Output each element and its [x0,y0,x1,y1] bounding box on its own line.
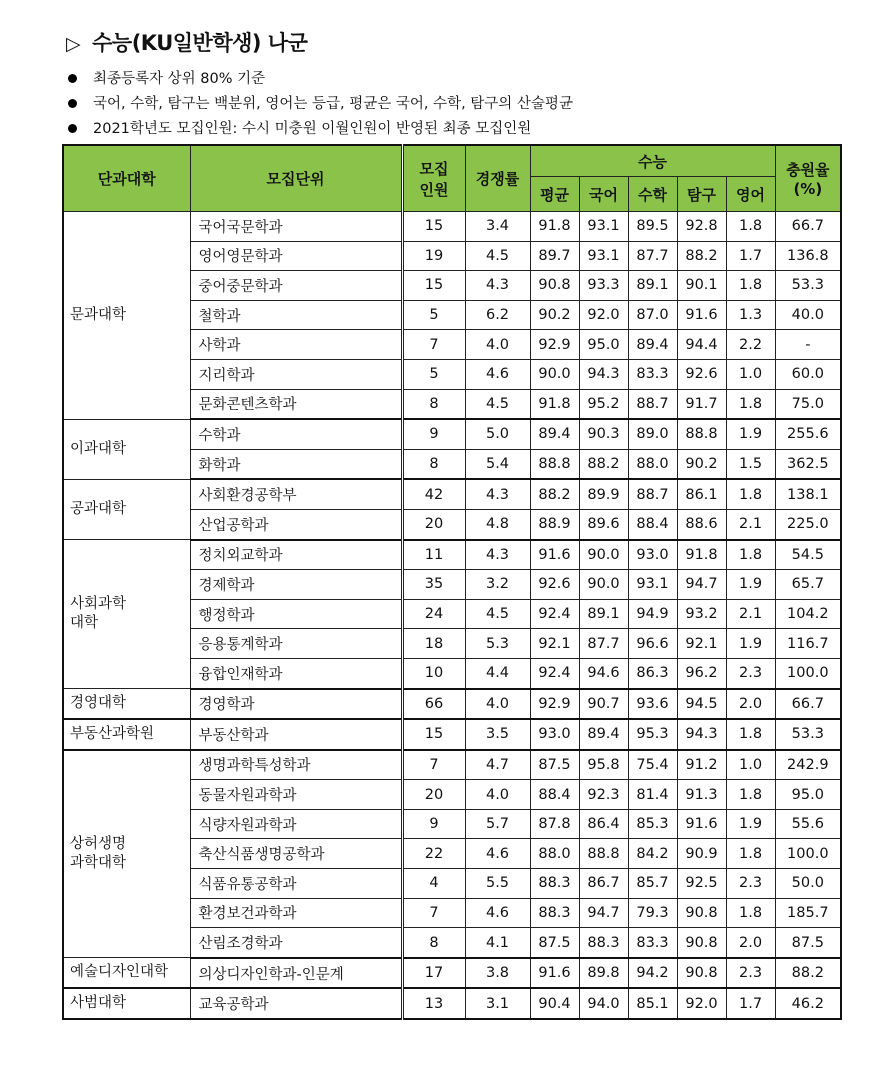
math-cell: 93.0 [628,540,677,570]
english-cell: 1.8 [726,479,775,509]
math-cell: 96.6 [628,629,677,659]
avg-cell: 88.0 [530,839,579,869]
avg-cell: 88.2 [530,479,579,509]
avg-cell: 88.3 [530,898,579,928]
table-row [63,540,841,570]
inquiry-cell: 91.6 [677,809,726,839]
competition-cell: 4.3 [465,271,530,301]
inquiry-cell: 94.5 [677,689,726,720]
english-cell: 1.3 [726,300,775,330]
fill-rate-cell: 66.7 [775,212,841,242]
header-english: 영어 [726,177,775,212]
korean-cell: 87.7 [579,629,628,659]
competition-cell: 3.1 [465,988,530,1019]
unit-cell: 영어영문학과 [190,241,402,271]
english-cell: 1.7 [726,988,775,1019]
english-cell: 2.3 [726,658,775,688]
fill-rate-cell: 100.0 [775,658,841,688]
english-cell: 1.0 [726,359,775,389]
english-cell: 2.3 [726,869,775,899]
header-competition: 경쟁률 [465,145,530,212]
college-cell: 부동산과학원 [63,719,190,750]
unit-cell: 사학과 [190,330,402,360]
table-row [63,750,841,780]
header-quota: 모집 인원 [402,145,465,212]
unit-cell: 교육공학과 [190,988,402,1019]
bullet-icon [68,99,77,108]
unit-cell: 행정학과 [190,599,402,629]
english-cell: 1.8 [726,839,775,869]
competition-cell: 4.3 [465,479,530,509]
quota-cell: 20 [402,509,465,539]
competition-cell: 4.7 [465,750,530,780]
unit-cell: 국어국문학과 [190,212,402,242]
avg-cell: 92.4 [530,599,579,629]
competition-cell: 4.3 [465,540,530,570]
note-item: 2021학년도 모집인원: 수시 미충원 이월인원이 반영된 최종 모집인원 [66,116,573,141]
header-college: 단과대학 [63,145,190,212]
avg-cell: 89.7 [530,241,579,271]
unit-cell: 의상디자인학과-인문계 [190,958,402,989]
quota-cell: 15 [402,271,465,301]
english-cell: 1.5 [726,449,775,479]
quota-cell: 9 [402,809,465,839]
avg-cell: 92.4 [530,658,579,688]
header-unit: 모집단위 [190,145,402,212]
quota-cell: 10 [402,658,465,688]
inquiry-cell: 90.2 [677,449,726,479]
math-cell: 93.6 [628,689,677,720]
english-cell: 1.9 [726,570,775,600]
korean-cell: 88.8 [579,839,628,869]
english-cell: 1.8 [726,389,775,419]
quota-cell: 15 [402,212,465,242]
fill-rate-cell: 225.0 [775,509,841,539]
math-cell: 83.3 [628,359,677,389]
english-cell: 1.8 [726,271,775,301]
inquiry-cell: 88.6 [677,509,726,539]
inquiry-cell: 94.7 [677,570,726,600]
quota-cell: 66 [402,689,465,720]
avg-cell: 87.8 [530,809,579,839]
competition-cell: 4.4 [465,658,530,688]
competition-cell: 4.1 [465,928,530,958]
inquiry-cell: 90.9 [677,839,726,869]
title-text: 수능(KU일반학생) 나군 [92,31,308,55]
avg-cell: 88.8 [530,449,579,479]
avg-cell: 92.9 [530,689,579,720]
math-cell: 94.2 [628,958,677,989]
fill-rate-cell: 50.0 [775,869,841,899]
avg-cell: 92.6 [530,570,579,600]
korean-cell: 93.1 [579,241,628,271]
fill-rate-cell: 116.7 [775,629,841,659]
inquiry-cell: 93.2 [677,599,726,629]
korean-cell: 92.0 [579,300,628,330]
korean-cell: 88.3 [579,928,628,958]
english-cell: 2.1 [726,599,775,629]
inquiry-cell: 90.8 [677,928,726,958]
inquiry-cell: 90.1 [677,271,726,301]
fill-rate-cell: 53.3 [775,271,841,301]
math-cell: 79.3 [628,898,677,928]
quota-cell: 4 [402,869,465,899]
fill-rate-cell: 87.5 [775,928,841,958]
header-suneung: 수능 [530,145,775,177]
quota-cell: 35 [402,570,465,600]
competition-cell: 4.6 [465,898,530,928]
unit-cell: 수학과 [190,419,402,449]
quota-cell: 20 [402,780,465,810]
notes-list [66,66,573,141]
quota-cell: 7 [402,750,465,780]
inquiry-cell: 96.2 [677,658,726,688]
fill-rate-cell: 100.0 [775,839,841,869]
english-cell: 1.9 [726,629,775,659]
math-cell: 89.0 [628,419,677,449]
korean-cell: 89.1 [579,599,628,629]
korean-cell: 94.7 [579,898,628,928]
college-cell: 공과대학 [63,479,190,539]
triangle-marker-icon: ▷ [66,33,81,55]
korean-cell: 90.7 [579,689,628,720]
fill-rate-cell: 65.7 [775,570,841,600]
math-cell: 87.7 [628,241,677,271]
korean-cell: 86.7 [579,869,628,899]
unit-cell: 산림조경학과 [190,928,402,958]
english-cell: 2.0 [726,928,775,958]
competition-cell: 5.7 [465,809,530,839]
fill-rate-cell: 136.8 [775,241,841,271]
table-row [63,479,841,509]
college-cell: 경영대학 [63,689,190,720]
math-cell: 88.7 [628,479,677,509]
quota-cell: 11 [402,540,465,570]
inquiry-cell: 92.0 [677,988,726,1019]
competition-cell: 4.5 [465,241,530,271]
korean-cell: 88.2 [579,449,628,479]
math-cell: 85.1 [628,988,677,1019]
table-row [63,958,841,989]
unit-cell: 축산식품생명공학과 [190,839,402,869]
avg-cell: 91.6 [530,540,579,570]
header-korean: 국어 [579,177,628,212]
quota-cell: 22 [402,839,465,869]
note-item: 국어, 수학, 탐구는 백분위, 영어는 등급, 평균은 국어, 수학, 탐구의 산술평균 [66,91,573,116]
inquiry-cell: 92.5 [677,869,726,899]
inquiry-cell: 92.8 [677,212,726,242]
english-cell: 1.8 [726,898,775,928]
competition-cell: 3.4 [465,212,530,242]
bullet-icon [68,74,77,83]
quota-cell: 7 [402,330,465,360]
competition-cell: 4.6 [465,839,530,869]
fill-rate-cell: 362.5 [775,449,841,479]
math-cell: 93.1 [628,570,677,600]
unit-cell: 철학과 [190,300,402,330]
math-cell: 83.3 [628,928,677,958]
fill-rate-cell: 95.0 [775,780,841,810]
unit-cell: 동물자원과학과 [190,780,402,810]
math-cell: 89.5 [628,212,677,242]
inquiry-cell: 92.1 [677,629,726,659]
quota-cell: 5 [402,300,465,330]
english-cell: 1.8 [726,540,775,570]
competition-cell: 4.0 [465,689,530,720]
inquiry-cell: 91.8 [677,540,726,570]
inquiry-cell: 91.2 [677,750,726,780]
math-cell: 75.4 [628,750,677,780]
avg-cell: 90.2 [530,300,579,330]
inquiry-cell: 90.8 [677,898,726,928]
english-cell: 1.8 [726,212,775,242]
competition-cell: 4.6 [465,359,530,389]
inquiry-cell: 91.3 [677,780,726,810]
competition-cell: 4.0 [465,780,530,810]
fill-rate-cell: 242.9 [775,750,841,780]
fill-rate-cell: 46.2 [775,988,841,1019]
quota-cell: 15 [402,719,465,750]
header-avg: 평균 [530,177,579,212]
college-cell: 사회과학 대학 [63,540,190,689]
college-cell: 상허생명 과학대학 [63,750,190,958]
header-math: 수학 [628,177,677,212]
math-cell: 85.3 [628,809,677,839]
quota-cell: 8 [402,449,465,479]
korean-cell: 95.0 [579,330,628,360]
inquiry-cell: 90.8 [677,958,726,989]
fill-rate-cell: 185.7 [775,898,841,928]
english-cell: 1.0 [726,750,775,780]
unit-cell: 경제학과 [190,570,402,600]
math-cell: 84.2 [628,839,677,869]
avg-cell: 92.9 [530,330,579,360]
math-cell: 95.3 [628,719,677,750]
korean-cell: 94.3 [579,359,628,389]
inquiry-cell: 92.6 [677,359,726,389]
inquiry-cell: 86.1 [677,479,726,509]
fill-rate-cell: 104.2 [775,599,841,629]
competition-cell: 5.5 [465,869,530,899]
korean-cell: 90.0 [579,570,628,600]
avg-cell: 88.3 [530,869,579,899]
competition-cell: 6.2 [465,300,530,330]
fill-rate-cell: 40.0 [775,300,841,330]
header-fill-rate: 충원율 (%) [775,145,841,212]
unit-cell: 사회환경공학부 [190,479,402,509]
english-cell: 1.9 [726,809,775,839]
note-item: 최종등록자 상위 80% 기준 [66,66,573,91]
avg-cell: 92.1 [530,629,579,659]
quota-cell: 18 [402,629,465,659]
unit-cell: 화학과 [190,449,402,479]
competition-cell: 5.4 [465,449,530,479]
avg-cell: 90.4 [530,988,579,1019]
korean-cell: 89.9 [579,479,628,509]
korean-cell: 95.2 [579,389,628,419]
table-header [63,145,841,212]
quota-cell: 42 [402,479,465,509]
unit-cell: 문화콘텐츠학과 [190,389,402,419]
math-cell: 89.1 [628,271,677,301]
unit-cell: 식량자원과학과 [190,809,402,839]
avg-cell: 88.4 [530,780,579,810]
avg-cell: 87.5 [530,750,579,780]
math-cell: 88.4 [628,509,677,539]
avg-cell: 91.8 [530,389,579,419]
fill-rate-cell: 255.6 [775,419,841,449]
korean-cell: 94.0 [579,988,628,1019]
fill-rate-cell: 60.0 [775,359,841,389]
admissions-table [62,144,842,1020]
fill-rate-cell: 66.7 [775,689,841,720]
korean-cell: 89.8 [579,958,628,989]
english-cell: 2.2 [726,330,775,360]
table-row [63,212,841,242]
table-row [63,689,841,720]
english-cell: 1.8 [726,719,775,750]
bullet-icon [68,124,77,133]
competition-cell: 4.5 [465,599,530,629]
page-title [66,27,307,57]
inquiry-cell: 94.3 [677,719,726,750]
korean-cell: 93.3 [579,271,628,301]
unit-cell: 경영학과 [190,689,402,720]
korean-cell: 94.6 [579,658,628,688]
korean-cell: 89.6 [579,509,628,539]
unit-cell: 생명과학특성학과 [190,750,402,780]
fill-rate-cell: 54.5 [775,540,841,570]
quota-cell: 24 [402,599,465,629]
table-row [63,988,841,1019]
inquiry-cell: 94.4 [677,330,726,360]
college-cell: 문과대학 [63,212,190,420]
quota-cell: 8 [402,389,465,419]
fill-rate-cell: - [775,330,841,360]
math-cell: 86.3 [628,658,677,688]
math-cell: 89.4 [628,330,677,360]
math-cell: 85.7 [628,869,677,899]
competition-cell: 5.0 [465,419,530,449]
math-cell: 81.4 [628,780,677,810]
fill-rate-cell: 53.3 [775,719,841,750]
avg-cell: 90.0 [530,359,579,389]
fill-rate-cell: 55.6 [775,809,841,839]
avg-cell: 90.8 [530,271,579,301]
quota-cell: 5 [402,359,465,389]
inquiry-cell: 91.7 [677,389,726,419]
math-cell: 94.9 [628,599,677,629]
fill-rate-cell: 88.2 [775,958,841,989]
math-cell: 88.0 [628,449,677,479]
table-row [63,419,841,449]
quota-cell: 8 [402,928,465,958]
inquiry-cell: 91.6 [677,300,726,330]
avg-cell: 87.5 [530,928,579,958]
korean-cell: 95.8 [579,750,628,780]
english-cell: 1.7 [726,241,775,271]
english-cell: 1.8 [726,780,775,810]
competition-cell: 3.5 [465,719,530,750]
competition-cell: 4.5 [465,389,530,419]
quota-cell: 9 [402,419,465,449]
college-cell: 이과대학 [63,419,190,479]
avg-cell: 88.9 [530,509,579,539]
avg-cell: 91.6 [530,958,579,989]
competition-cell: 3.8 [465,958,530,989]
fill-rate-cell: 75.0 [775,389,841,419]
english-cell: 2.3 [726,958,775,989]
table-row [63,719,841,750]
quota-cell: 17 [402,958,465,989]
korean-cell: 93.1 [579,212,628,242]
english-cell: 1.9 [726,419,775,449]
avg-cell: 93.0 [530,719,579,750]
unit-cell: 응용통계학과 [190,629,402,659]
college-cell: 사범대학 [63,988,190,1019]
table-body [63,212,841,1020]
math-cell: 88.7 [628,389,677,419]
unit-cell: 정치외교학과 [190,540,402,570]
inquiry-cell: 88.8 [677,419,726,449]
unit-cell: 식품유통공학과 [190,869,402,899]
fill-rate-cell: 138.1 [775,479,841,509]
college-cell: 예술디자인대학 [63,958,190,989]
quota-cell: 7 [402,898,465,928]
unit-cell: 부동산학과 [190,719,402,750]
english-cell: 2.1 [726,509,775,539]
competition-cell: 3.2 [465,570,530,600]
english-cell: 2.0 [726,689,775,720]
unit-cell: 환경보건과학과 [190,898,402,928]
competition-cell: 4.8 [465,509,530,539]
unit-cell: 융합인재학과 [190,658,402,688]
header-inquiry: 탐구 [677,177,726,212]
math-cell: 87.0 [628,300,677,330]
quota-cell: 19 [402,241,465,271]
competition-cell: 4.0 [465,330,530,360]
unit-cell: 산업공학과 [190,509,402,539]
unit-cell: 지리학과 [190,359,402,389]
korean-cell: 90.3 [579,419,628,449]
korean-cell: 92.3 [579,780,628,810]
avg-cell: 91.8 [530,212,579,242]
competition-cell: 5.3 [465,629,530,659]
unit-cell: 중어중문학과 [190,271,402,301]
inquiry-cell: 88.2 [677,241,726,271]
korean-cell: 89.4 [579,719,628,750]
avg-cell: 89.4 [530,419,579,449]
korean-cell: 86.4 [579,809,628,839]
korean-cell: 90.0 [579,540,628,570]
quota-cell: 13 [402,988,465,1019]
